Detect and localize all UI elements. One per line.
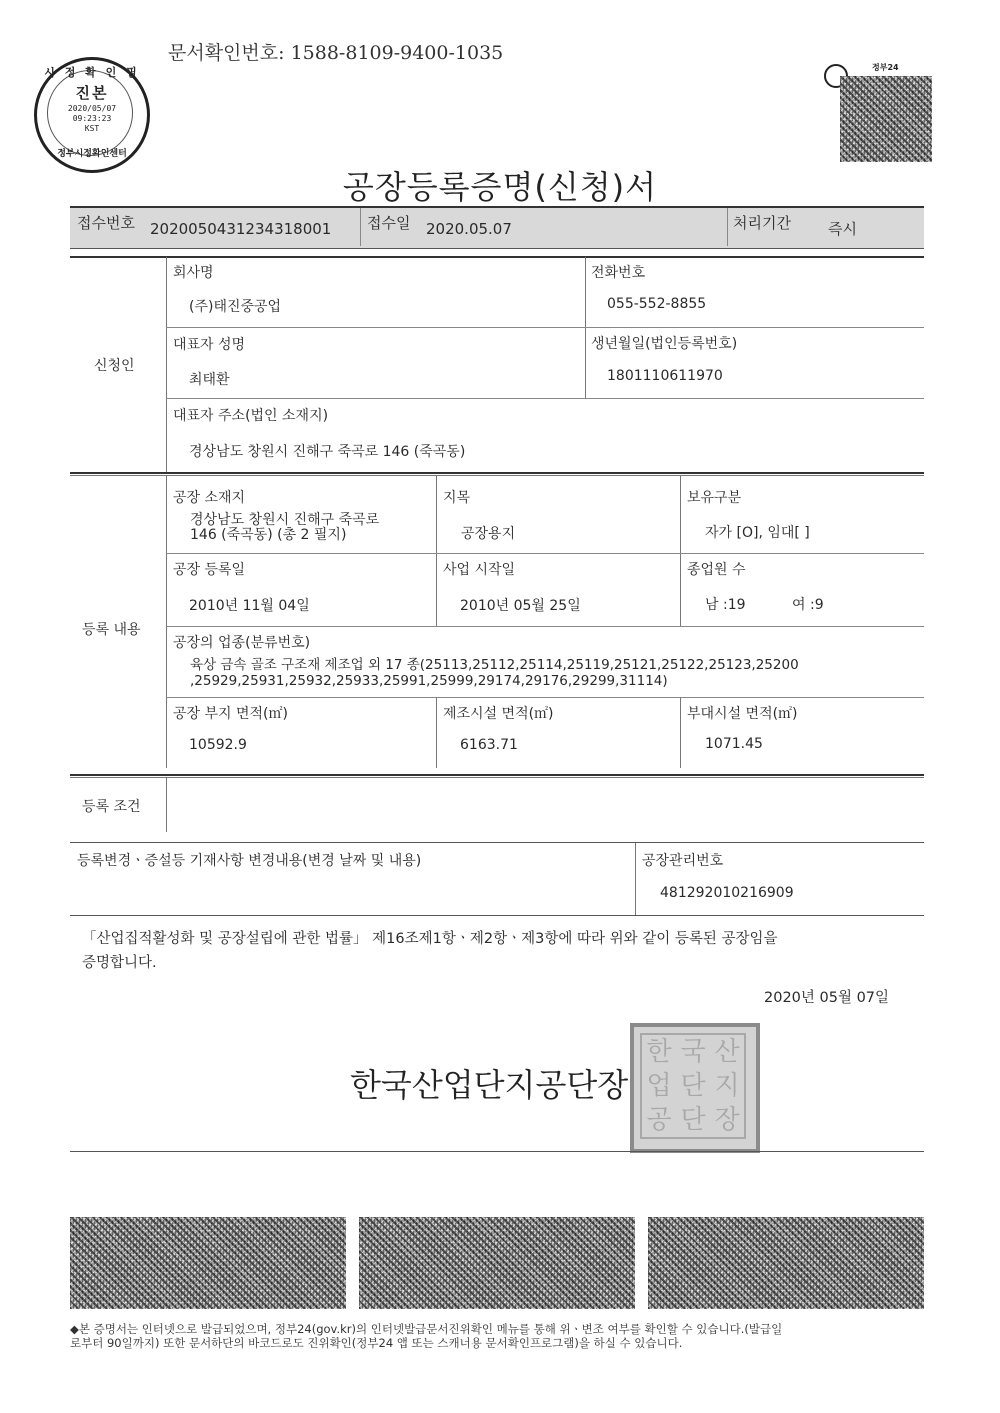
doc-check-label: 문서확인번호: [168, 42, 285, 64]
company-name: (주)태진중공업 [189, 299, 282, 315]
seal-date: 2020/05/07 [67, 104, 117, 113]
qr-pattern [840, 76, 932, 162]
doc-check-value: 1588-8109-9400-1035 [290, 42, 504, 64]
stamp-char: 단 [680, 1071, 706, 1101]
stamp-grid [640, 1033, 746, 1139]
seal-top-text: 시 정 확 인 필 [44, 66, 140, 79]
registration-section-label: 등록 내용 [82, 622, 141, 638]
processing-period: 즉시 [828, 220, 857, 238]
company-name-label: 회사명 [173, 265, 214, 281]
business-start-date: 2010년 05월 25일 [460, 598, 581, 614]
stamp-char: 단 [680, 1105, 706, 1135]
representative-name: 최태환 [189, 372, 230, 388]
document-title: 공장등록증명(신청)서 [342, 168, 658, 206]
footer-line2: 로부터 90일까지) 또한 문서하단의 바코드로도 진위확인(정부24 앱 또는 스캐너용 문서확인프로그램)을 하실 수 있습니다. [70, 1336, 683, 1350]
land-category: 공장용지 [461, 526, 516, 542]
seal-time: 09:23:23 [72, 114, 112, 123]
ownership-label: 보유구분 [687, 490, 742, 506]
applicant-section-label: 신청인 [94, 358, 135, 374]
auxiliary-area-label: 부대시설 면적(㎡) [687, 706, 798, 722]
barcode-2 [359, 1217, 635, 1309]
factory-location-line2: 146 (죽곡동) (총 2 필지) [190, 527, 347, 543]
factory-location [190, 513, 379, 543]
issuer-name: 한국산업단지공단장 [350, 1066, 629, 1104]
birth-number: 1801110611970 [607, 368, 723, 384]
footer-notice [70, 1322, 782, 1350]
employees-male: 남 :19 [705, 597, 746, 613]
stamp-char: 공 [646, 1105, 672, 1135]
receipt-date-label: 접수일 [367, 214, 411, 232]
certification-statement [82, 927, 778, 975]
registration-conditions-label: 등록 조건 [82, 799, 141, 815]
statement-line2: 증명합니다. [82, 955, 157, 971]
stamp-char: 장 [714, 1105, 740, 1135]
business-start-label: 사업 시작일 [443, 562, 516, 578]
issue-date: 2020년 05월 07일 [764, 990, 890, 1006]
auxiliary-area: 1071.45 [705, 736, 763, 752]
stamp-char: 지 [714, 1071, 740, 1101]
gov24-label: 정부24 [872, 63, 899, 72]
phone: 055-552-8855 [607, 296, 707, 312]
stamp-char: 업 [646, 1071, 672, 1101]
representative-label: 대표자 성명 [173, 337, 246, 353]
stamp-char: 산 [714, 1037, 740, 1067]
industry-line2: ,25929,25931,25932,25933,25991,25999,29174,29176,29299,31114) [190, 673, 668, 689]
receipt-date: 2020.05.07 [426, 220, 512, 238]
receipt-number: 20200504312343180​01 [150, 220, 332, 238]
industry-line1: 육상 금속 골조 구조재 제조업 외 17 종(25113,25112,25114,25119,25121,25122,25123,25200 [190, 657, 799, 673]
ownership-value: 자가 [O], 임대[ ] [705, 525, 810, 541]
processing-period-label: 처리기간 [733, 214, 791, 232]
management-number-label: 공장관리번호 [642, 853, 724, 869]
gov24-qr-code [822, 58, 938, 164]
doc-check-number [168, 38, 503, 65]
seal-timezone: KST [84, 124, 100, 133]
footer-line1: ◆본 증명서는 인터넷으로 발급되었으며, 정부24(gov.kr)의 인터넷발급문서진위확인 메뉴를 통해 위ㆍ변조 여부를 확인할 수 있습니다.(발급일 [70, 1322, 783, 1336]
management-number: 481292010216909 [660, 885, 794, 901]
verification-seal [34, 57, 150, 173]
industry-label: 공장의 업종(분류번호) [173, 635, 311, 651]
factory-location-label: 공장 소재지 [173, 490, 246, 506]
phone-label: 전화번호 [591, 265, 646, 281]
site-area: 10592.9 [189, 737, 247, 753]
land-category-label: 지목 [443, 490, 471, 506]
official-seal-stamp [630, 1023, 760, 1153]
manufacturing-area-label: 제조시설 면적(㎡) [443, 706, 554, 722]
birth-label: 생년월일(법인등록번호) [591, 336, 738, 352]
employees-label: 종업원 수 [687, 562, 746, 578]
seal-center-text: 진본 [75, 84, 109, 102]
stamp-char: 한 [646, 1037, 672, 1067]
industry-codes [190, 657, 799, 689]
factory-location-line1: 경상남도 창원시 진해구 죽곡로 [190, 512, 380, 528]
registration-date-label: 공장 등록일 [173, 562, 246, 578]
stamp-char: 국 [680, 1037, 706, 1067]
manufacturing-area: 6163.71 [460, 737, 518, 753]
changes-label: 등록변경ㆍ증설등 기재사항 변경내용(변경 날짜 및 내용) [77, 853, 422, 869]
address-label: 대표자 주소(법인 소재지) [173, 408, 329, 424]
employees-female: 여 :9 [792, 597, 824, 613]
registration-date: 2010년 11월 04일 [189, 598, 310, 614]
representative-address: 경상남도 창원시 진해구 죽곡로 146 (죽곡동) [189, 444, 466, 460]
statement-line1: 「산업집적활성화 및 공장설립에 관한 법률」 제16조제1항ㆍ제2항ㆍ제3항에 따라 위와 같이 등록된 공장임을 [82, 931, 778, 947]
barcode-1 [70, 1217, 346, 1309]
receipt-number-label: 접수번호 [77, 214, 135, 232]
site-area-label: 공장 부지 면적(㎡) [173, 706, 288, 722]
seal-bottom-text: 정부시정확인센터 [57, 149, 127, 159]
barcode-3 [648, 1217, 924, 1309]
